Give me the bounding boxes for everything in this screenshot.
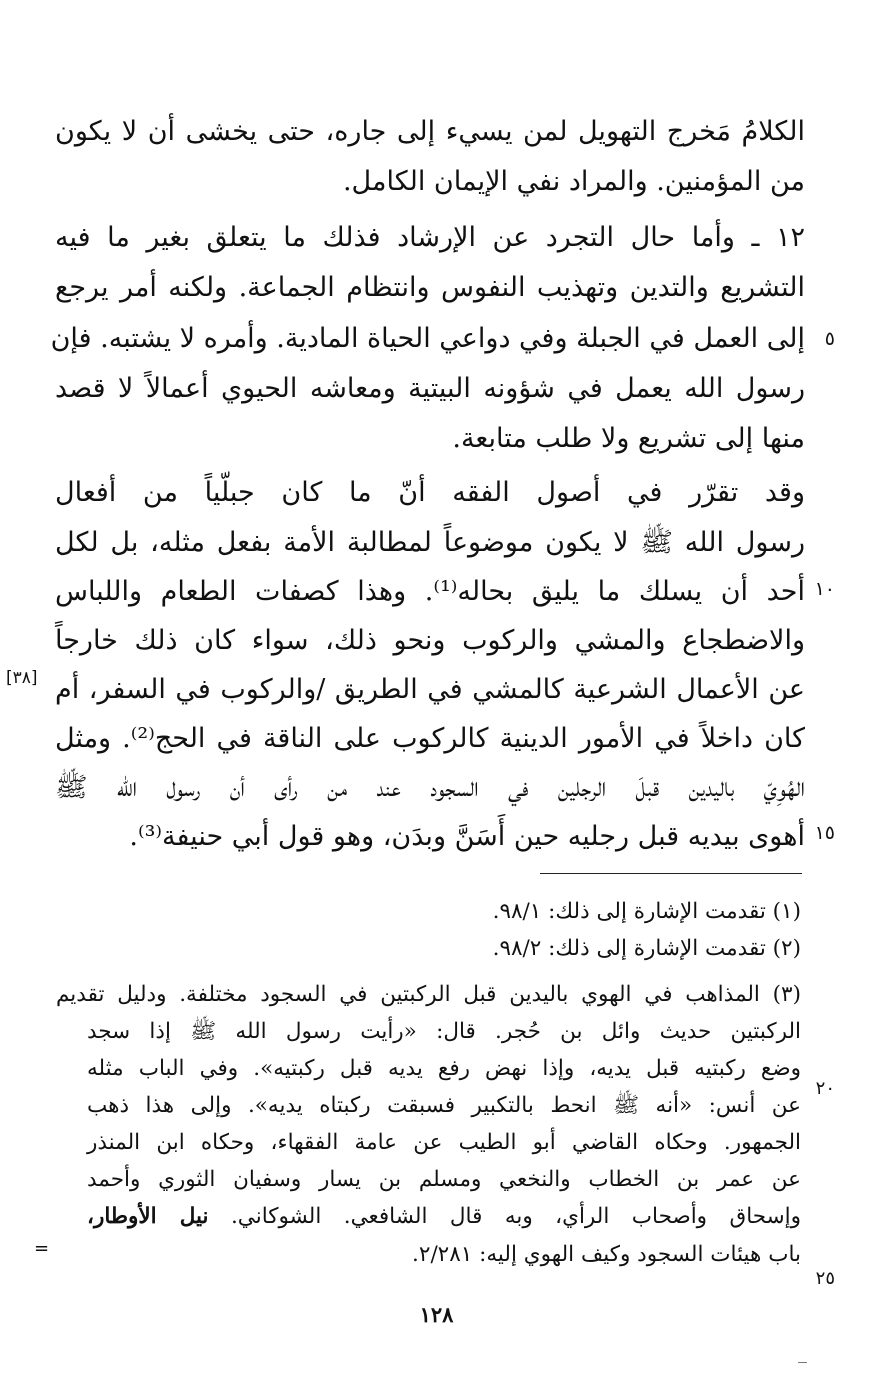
body-line: من المؤمنين. والمراد نفي الإيمان الكامل.	[342, 166, 805, 197]
body-line: الكلامُ مَخرج التهويل لمن يسيء إلى جاره، حتى يخشى أن لا يكون	[55, 116, 805, 147]
book-title: نيل الأوطار،	[87, 1204, 209, 1229]
footnote-3-line: وضع ركبتيه قبل يديه، وإذا نهض رفع يديه قبل ركبتيه». وفي الباب مثله	[87, 1056, 801, 1081]
line-number: ١٠	[814, 578, 835, 600]
page-number: ١٢٨	[419, 1302, 454, 1327]
footnote-3-line: الركبتين حديث وائل بن حُجر. قال: «رأيت رسول الله ﷺ إذا سجد	[87, 1019, 801, 1044]
footnote-3-line: باب هيئات السجود وكيف الهوي إليه: ٢/٢٨١.	[412, 1242, 801, 1267]
footnote-2: (٢) تقدمت الإشارة إلى ذلك: ٩٨/٢.	[492, 936, 801, 961]
body-line: إلى العمل في الجبلة وفي دواعي الحياة المادية. وأمره لا يشتبه. فإن	[50, 323, 805, 354]
footnote-3-line: عن عمر بن الخطاب والنخعي ومسلم بن يسار وسفيان الثوري وأحمد	[87, 1167, 801, 1192]
footnote-3-text: وإسحاق وأصحاب الرأي، وبه قال الشافعي. الشوكاني.	[230, 1204, 802, 1229]
body-line: كان داخلاً في الأمور الدينية كالركوب على الناقة في الحج⁽²⁾. ومثل	[55, 723, 805, 754]
body-line: أهوى بيديه قبل رجليه حين أَسَنَّ وبدَن، وهو قول أبي حنيفة⁽³⁾.	[129, 821, 805, 852]
continuation-mark: =	[34, 1238, 50, 1259]
footnote-3-line: عن أنس: «أنه ﷺ انحط بالتكبير فسبقت ركبتاه يديه». وإلى هذا ذهب	[87, 1093, 801, 1118]
body-line: أحد أن يسلك ما يليق بحاله⁽¹⁾. وهذا كصفات الطعام واللباس	[55, 576, 805, 607]
body-line: التشريع والتدين وتهذيب النفوس وانتظام الجماعة. ولكنه أمر يرجع	[55, 272, 805, 303]
body-line: رسول الله يعمل في شؤونه البيتية ومعاشه الحيوي أعمالاً لا قصد	[55, 373, 805, 404]
line-number: ٢٠	[815, 1078, 835, 1099]
footnote-separator	[540, 873, 802, 874]
line-number: ٥	[824, 328, 835, 350]
body-line: الهُوِيّ باليدين قبلَ الرجلين في السجود عند من رأى أن رسول الله ﷺ	[55, 772, 805, 803]
footnote-3-line: (٣) المذاهب في الهوي باليدين قبل الركبتين في السجود مختلفة. ودليل تقديم	[56, 982, 801, 1007]
body-line: والاضطجاع والمشي والركوب ونحو ذلك، سواء كان ذلك خارجاً	[55, 625, 805, 656]
body-line: رسول الله ﷺ لا يكون موضوعاً لمطالبة الأمة بفعل مثله، بل لكل	[55, 527, 805, 558]
body-line: عن الأعمال الشرعية كالمشي في الطريق /والركوب في السفر، أم	[55, 674, 805, 705]
line-number: ٢٥	[815, 1268, 835, 1289]
body-line: منها إلى تشريع ولا طلب متابعة.	[452, 423, 805, 454]
edition-page-marker: [٣٨]	[6, 668, 38, 688]
line-number: ١٥	[814, 822, 835, 844]
bottom-divider	[798, 1362, 807, 1363]
footnote-3-line: الجمهور. وحكاه القاضي أبو الطيب عن عامة الفقهاء، وحكاه ابن المنذر	[87, 1130, 801, 1155]
body-line: وقد تقرّر في أصول الفقه أنّ ما كان جبلّياً من أفعال	[55, 477, 805, 508]
body-line: ١٢ ـ وأما حال التجرد عن الإرشاد فذلك ما يتعلق بغير ما فيه	[55, 222, 805, 253]
footnote-1: (١) تقدمت الإشارة إلى ذلك: ٩٨/١.	[492, 899, 801, 924]
footnote-3-line	[87, 1198, 801, 1235]
